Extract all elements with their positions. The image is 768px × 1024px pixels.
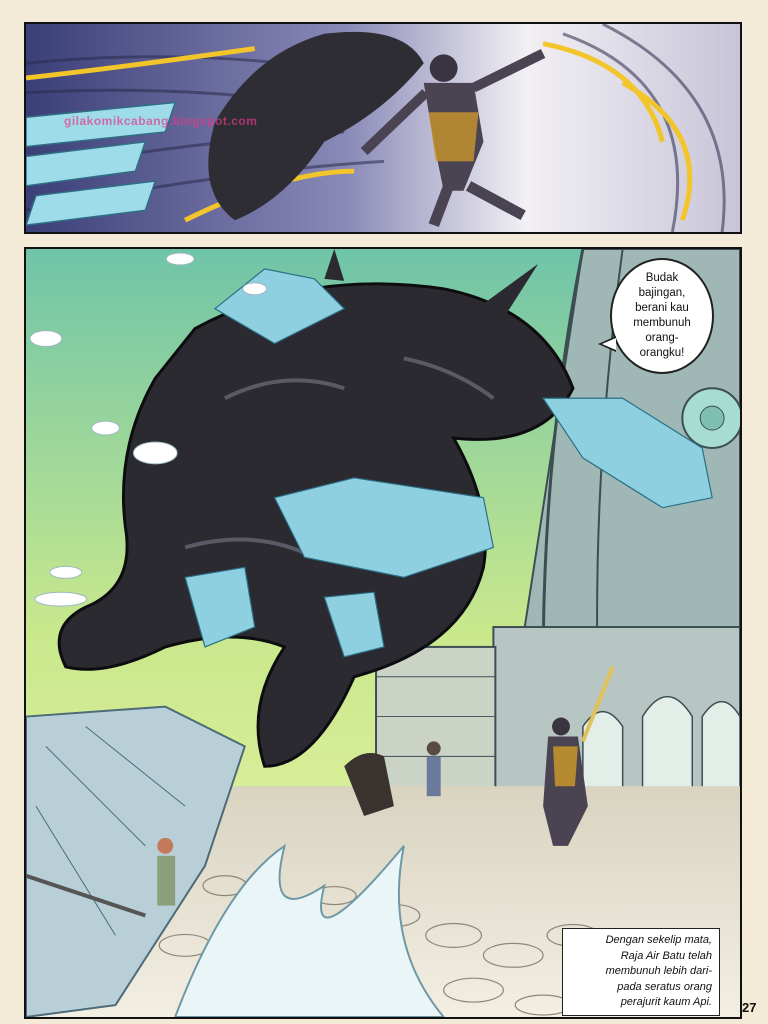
- speech-bubble-text: Budak bajingan, berani kau membunuh orang- orangku!: [633, 272, 691, 359]
- comic-panel-1: [24, 22, 742, 234]
- watermark-text: gilakomikcabang.blogspot.com: [64, 114, 258, 128]
- page-number: 27: [742, 1000, 757, 1015]
- panel-1-artwork: [26, 24, 740, 232]
- narration-caption: [562, 928, 720, 1016]
- speech-bubble: [610, 258, 714, 374]
- narration-caption-text: Dengan sekelip mata, Raja Air Batu telah membunuh lebih dari- pada seratus orang perajurit kaum Api.: [605, 934, 712, 1009]
